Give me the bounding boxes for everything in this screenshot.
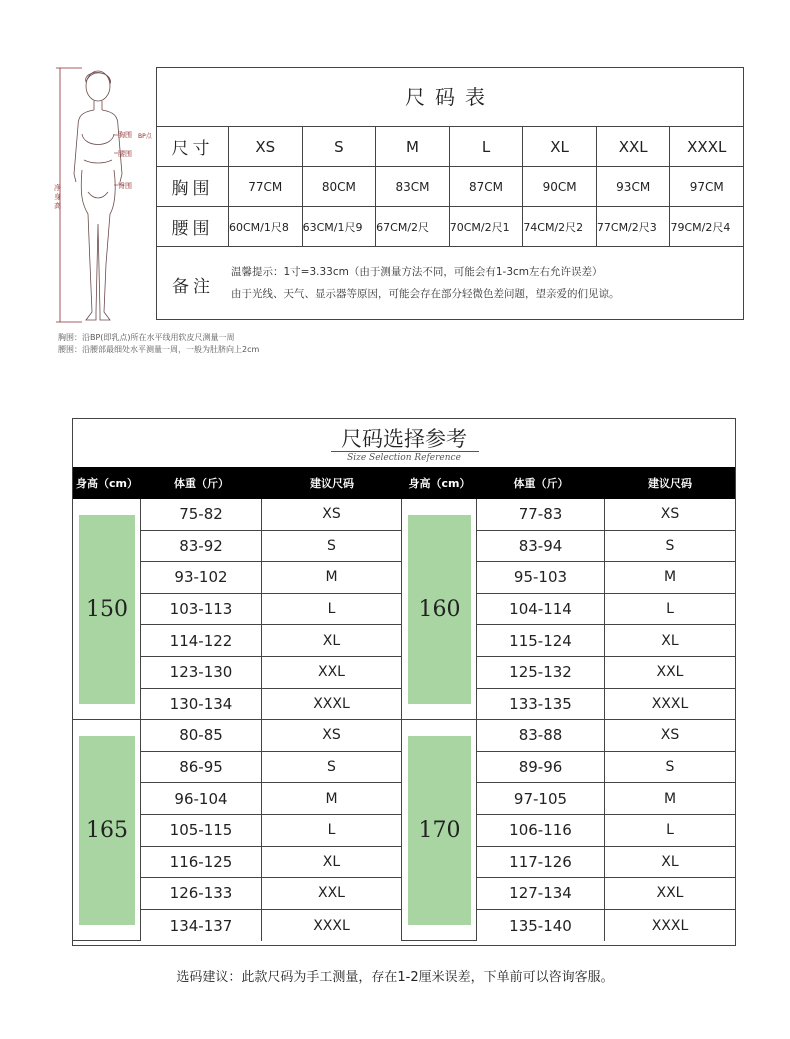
waist-cell: 74CM/2尺2	[523, 207, 597, 246]
height-cell	[402, 720, 477, 941]
reference-row	[141, 689, 402, 721]
height-value: 165	[79, 736, 135, 925]
chest-row-label: 胸围	[157, 167, 229, 206]
size-cell: M	[605, 562, 735, 594]
weight-cell: 97-105	[477, 783, 605, 815]
size-cell: XS	[229, 127, 303, 166]
waist-cell: 60CM/1尺8	[229, 207, 303, 246]
weight-cell: 115-124	[477, 625, 605, 657]
reference-row	[477, 562, 735, 594]
waist-cell: 63CM/1尺9	[303, 207, 377, 246]
weight-cell: 83-88	[477, 720, 605, 752]
size-cell: L	[605, 815, 735, 847]
size-cell: L	[605, 594, 735, 626]
size-cell: XXL	[597, 127, 671, 166]
reference-row	[141, 752, 402, 784]
size-cell: XS	[262, 499, 402, 531]
reference-row	[141, 657, 402, 689]
reference-row	[477, 847, 735, 879]
weight-cell: 126-133	[141, 878, 262, 910]
reference-row	[141, 878, 402, 910]
reference-row	[141, 783, 402, 815]
height-cell	[402, 499, 477, 720]
reference-row	[477, 499, 735, 531]
weight-cell: 123-130	[141, 657, 262, 689]
chest-cell: 77CM	[229, 167, 303, 206]
weight-cell: 106-116	[477, 815, 605, 847]
weight-cell: 96-104	[141, 783, 262, 815]
waist-cell: 67CM/2尺	[376, 207, 450, 246]
size-cell: L	[262, 594, 402, 626]
reference-row	[141, 815, 402, 847]
size-row	[157, 127, 743, 167]
reference-row	[141, 625, 402, 657]
reference-row	[477, 783, 735, 815]
weight-cell: 80-85	[141, 720, 262, 752]
weight-cell: 105-115	[141, 815, 262, 847]
size-cell: M	[376, 127, 450, 166]
reference-row	[141, 720, 402, 752]
reference-row	[141, 562, 402, 594]
size-cell: XS	[605, 499, 735, 531]
weight-cell: 134-137	[141, 910, 262, 942]
hip-label: 臀围	[118, 182, 132, 190]
reference-row	[141, 499, 402, 531]
reference-subtitle: Size Selection Reference	[347, 453, 461, 463]
weight-cell: 103-113	[141, 594, 262, 626]
size-cell: XS	[262, 720, 402, 752]
size-cell: XXXL	[262, 910, 402, 942]
reference-row	[477, 531, 735, 563]
weight-cell: 93-102	[141, 562, 262, 594]
reference-row	[141, 910, 402, 942]
weight-cell: 127-134	[477, 878, 605, 910]
weight-cell: 89-96	[477, 752, 605, 784]
waist-label: 腰围	[118, 150, 132, 158]
size-reference-table	[72, 418, 736, 946]
reference-title-block	[73, 419, 735, 467]
note-line: 胸围：沿BP(即乳点)所在水平线用软皮尺测量一周	[58, 333, 235, 342]
size-cell: XXL	[605, 878, 735, 910]
bust-label: 胸围	[118, 131, 132, 139]
weight-cell: 104-114	[477, 594, 605, 626]
size-cell: M	[262, 562, 402, 594]
size-cell: XXXL	[687, 137, 727, 156]
weight-cell: 86-95	[141, 752, 262, 784]
reference-row	[477, 752, 735, 784]
reference-row	[477, 657, 735, 689]
weight-cell: 83-94	[477, 531, 605, 563]
size-cell: XS	[605, 720, 735, 752]
measurement-notes	[58, 330, 259, 358]
header-height: 身高（cm）	[408, 477, 471, 490]
size-cell: XL	[262, 625, 402, 657]
size-cell: L	[450, 127, 524, 166]
size-cell: XL	[262, 847, 402, 879]
waist-cell: 79CM/2尺4	[670, 220, 731, 234]
reference-row	[477, 878, 735, 910]
chest-cell: 93CM	[597, 167, 671, 206]
size-cell: XL	[523, 127, 597, 166]
weight-cell: 114-122	[141, 625, 262, 657]
height-value: 150	[79, 515, 135, 704]
bp-label: BP点	[138, 133, 152, 140]
chest-cell: 87CM	[450, 167, 524, 206]
weight-cell: 133-135	[477, 689, 605, 721]
height-cell	[73, 499, 141, 720]
chest-cell: 97CM	[689, 179, 724, 194]
size-cell: S	[262, 752, 402, 784]
size-cell: XL	[605, 625, 735, 657]
header-size: 建议尺码	[310, 477, 354, 490]
height-value: 170	[408, 736, 471, 925]
note-line: 腰围：沿腰部最细处水平测量一周，一般为肚脐向上2cm	[58, 345, 260, 354]
remark-text	[229, 247, 743, 321]
reference-row	[477, 720, 735, 752]
reference-row	[477, 910, 735, 942]
remark-row-label: 备注	[172, 276, 214, 297]
size-chart-title: 尺码表	[405, 85, 495, 109]
size-cell: M	[605, 783, 735, 815]
header-weight: 体重（斤）	[513, 477, 569, 490]
size-chart-table	[156, 67, 744, 320]
header-height: 身高（cm）	[76, 477, 138, 490]
size-cell: S	[605, 752, 735, 784]
size-cell: XL	[605, 847, 735, 879]
weight-cell: 117-126	[477, 847, 605, 879]
weight-cell: 75-82	[141, 499, 262, 531]
weight-cell: 125-132	[477, 657, 605, 689]
waist-cell: 70CM/2尺1	[450, 207, 524, 246]
size-cell: S	[605, 531, 735, 563]
weight-cell: 77-83	[477, 499, 605, 531]
size-row-label: 尺寸	[157, 127, 229, 166]
height-label: 净身高	[54, 184, 61, 210]
weight-cell: 130-134	[141, 689, 262, 721]
size-cell: XXL	[262, 878, 402, 910]
size-cell: M	[262, 783, 402, 815]
header-size: 建议尺码	[648, 477, 692, 490]
reference-row	[477, 689, 735, 721]
remark-line: 温馨提示：1寸=3.33cm（由于测量方法不同，可能会有1-3cm左右允许误差）	[231, 266, 603, 278]
reference-header-row	[73, 467, 735, 499]
remark-line: 由于光线、天气、显示器等原因，可能会存在部分轻微色差问题，望亲爱的们见谅。	[231, 288, 620, 300]
weight-cell: 95-103	[477, 562, 605, 594]
weight-cell: 116-125	[141, 847, 262, 879]
chest-row	[157, 167, 743, 207]
footer-note: 选码建议：此款尺码为手工测量，存在1-2厘米误差，下单前可以咨询客服。	[176, 970, 614, 985]
waist-cell: 77CM/2尺3	[597, 207, 671, 246]
waist-row	[157, 207, 743, 247]
reference-row	[141, 847, 402, 879]
size-cell: XXXL	[605, 689, 735, 721]
weight-cell: 83-92	[141, 531, 262, 563]
chest-cell: 90CM	[523, 167, 597, 206]
reference-row	[477, 594, 735, 626]
body-outline-icon	[52, 64, 164, 326]
reference-row	[141, 594, 402, 626]
size-cell: L	[262, 815, 402, 847]
size-cell: S	[303, 127, 377, 166]
waist-row-label: 腰围	[157, 207, 229, 246]
size-cell: S	[262, 531, 402, 563]
body-measurement-figure	[52, 64, 164, 326]
chest-cell: 83CM	[376, 167, 450, 206]
height-value: 160	[408, 515, 471, 704]
header-weight: 体重（斤）	[174, 477, 229, 490]
size-cell: XXXL	[651, 917, 689, 934]
size-cell: XXXL	[262, 689, 402, 721]
chest-cell: 80CM	[303, 167, 377, 206]
size-cell: XXL	[262, 657, 402, 689]
weight-cell: 135-140	[477, 910, 605, 942]
title-underline	[331, 451, 479, 452]
reference-row	[141, 531, 402, 563]
size-cell: XXL	[605, 657, 735, 689]
remark-row	[157, 247, 743, 321]
reference-title: 尺码选择参考	[341, 427, 467, 451]
height-cell	[73, 720, 141, 941]
reference-row	[477, 815, 735, 847]
reference-row	[477, 625, 735, 657]
